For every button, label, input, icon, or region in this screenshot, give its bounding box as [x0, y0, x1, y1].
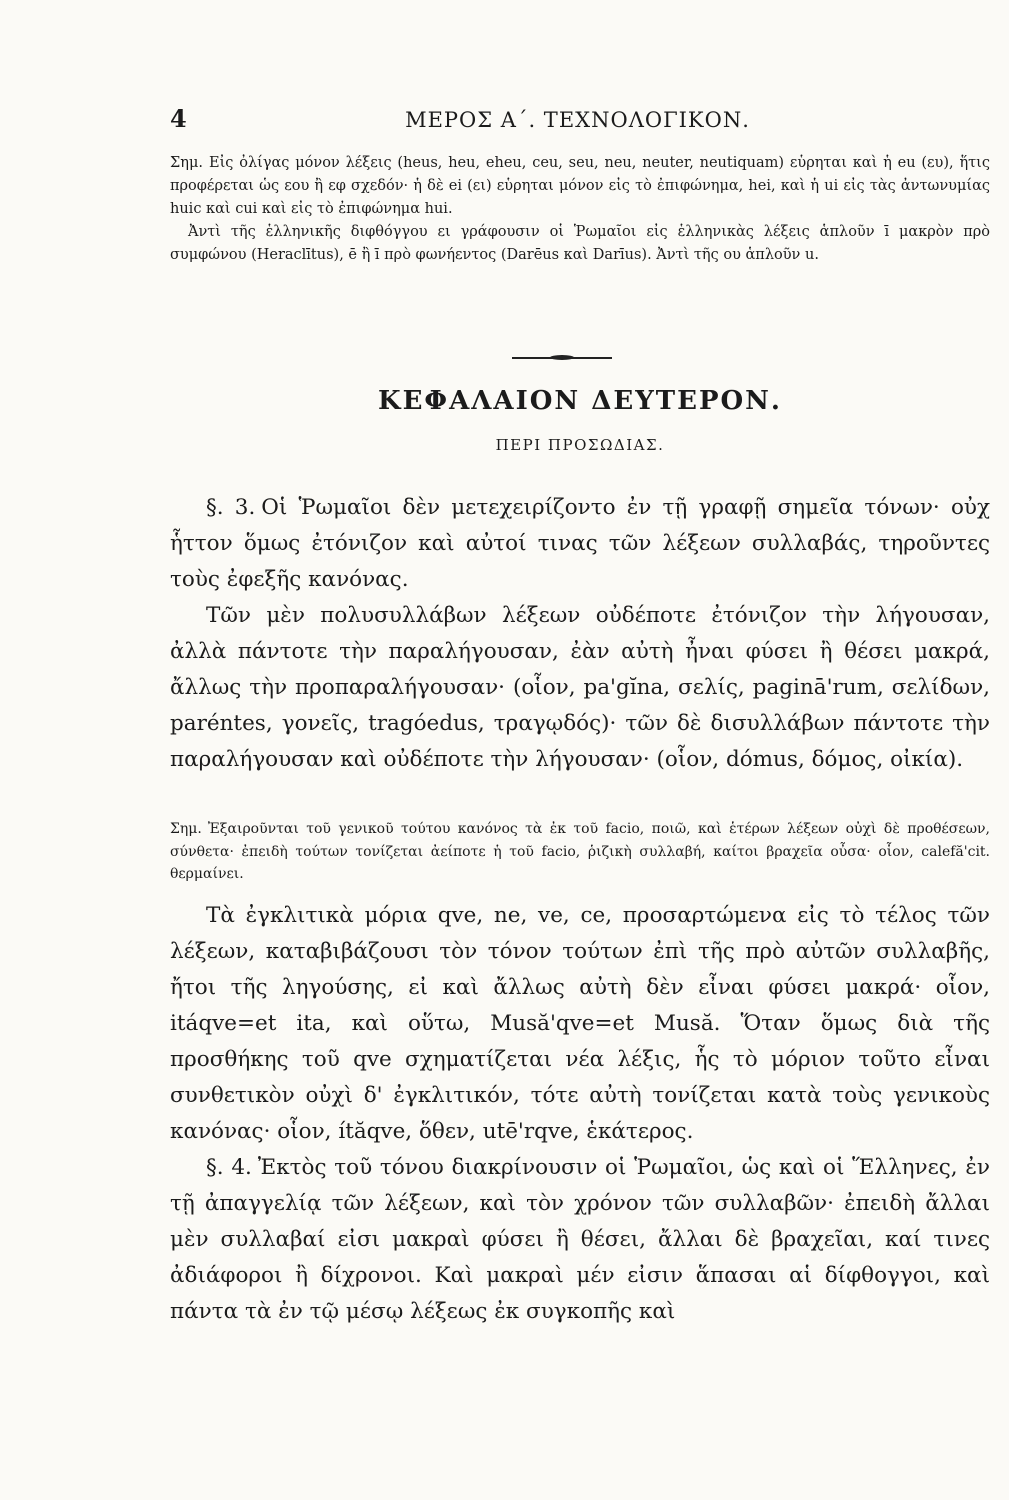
- note-text: Ἐξαιροῦνται τοῦ γενικοῦ τούτου κανόνος τὰ ἐκ τοῦ facio, ποιῶ, καὶ ἑτέρων λέξεων οὐχὶ δὲ προθέσεων, σύνθετα· ἐπειδὴ τούτων τονίζεται ἀείποτε ἡ τοῦ facio, ῥιζικὴ συλλαβή, καίτοι βραχεῖα οὖσα· οἷον, calefă'cit. θερμαίνει.: [170, 821, 990, 882]
- note-block-mid: [170, 818, 990, 886]
- chapter-title: ΚΕΦΑΛΑΙΟΝ ΔΕΥΤΕΡΟΝ.: [378, 386, 782, 416]
- section-text: Οἱ Ῥωμαῖοι δὲν μετεχειρίζοντο ἐν τῇ γραφῇ σημεῖα τόνων· οὐχ ἧττον ὅμως ἐτόνιζον καὶ αὐτοί τινας τῶν λέξεων συλλαβάς, τηροῦντες τοὺς ἐφεξῆς κανόνας.: [170, 495, 990, 592]
- note-text: Εἰς ὀλίγας μόνον λέξεις (heus, heu, eheu, ceu, seu, neu, neuter, neutiquam) εὑρηται καὶ ἡ eu (ευ), ἥτις προφέρεται ὡς εου ἢ εφ σχεδόν· ἡ δὲ ei (ει) εὑρηται μόνον εἰς τὸ ἐπιφώνημα, hei, καὶ ἡ ui εἰς τὰς ἀντωνυμίας huic καὶ cui καὶ εἰς τὸ ἐπιφώνημα hui.: [170, 155, 990, 217]
- note-text: Ἀντὶ τῆς ἑλληνικῆς διφθόγγου ει γράφουσιν οἱ Ῥωμαῖοι εἰς ἑλληνικὰς λέξεις ἁπλοῦν ī μακρὸν πρὸ συμφώνου (Heraclītus), ē ἢ ī πρὸ φωνήεντος (Darēus καὶ Darīus). Ἀντὶ τῆς ου ἁπλοῦν u.: [170, 224, 990, 263]
- note-label: Σημ.: [170, 821, 202, 837]
- note-paragraph: [170, 152, 990, 221]
- note-paragraph: [170, 221, 990, 267]
- note-block-top: [170, 152, 990, 267]
- page-number: 4: [170, 104, 187, 133]
- section-divider: [512, 357, 612, 359]
- section-number: §. 4.: [206, 1155, 252, 1180]
- section-paragraph: [170, 1150, 990, 1330]
- body-text-block: [170, 490, 990, 778]
- section-text: Ἐκτὸς τοῦ τόνου διακρίνουσιν οἱ Ῥωμαῖοι, ὡς καὶ οἱ Ἕλληνες, ἐν τῇ ἀπαγγελίᾳ τῶν λέξεων, καὶ τὸν χρόνον τῶν συλλαβῶν· ἐπειδὴ ἄλλαι μὲν συλλαβαί εἰσι μακραὶ φύσει ἢ θέσει, ἄλλαι δὲ βραχεῖαι, καί τινες ἀδιάφοροι ἢ δίχρονοι. Καὶ μακραὶ μέν εἰσιν ἅπασαι αἱ δίφθογγοι, καὶ πάντα τὰ ἐν τῷ μέσῳ λέξεως ἐκ συγκοπῆς καὶ: [170, 1155, 990, 1324]
- body-paragraph: Τῶν μὲν πολυσυλλάβων λέξεων οὐδέποτε ἐτόνιζον τὴν λήγουσαν, ἀλλὰ πάντοτε τὴν παραλήγουσαν, ἐὰν αὐτὴ ἦναι φύσει ἢ θέσει μακρά, ἄλλως τὴν προπαραλήγουσαν· (οἷον, pa'gĭna, σελίς, paginā'rum, σελίδων, paréntes, γονεῖς, tragóedus, τραγῳδός)· τῶν δὲ δισυλλάβων πάντοτε τὴν παραλήγουσαν καὶ οὐδέποτε τὴν λήγουσαν· (οἷον, dómus, δόμος, οἰκία).: [170, 603, 990, 772]
- header-title: ΜΕΡΟΣ Α΄. ΤΕΧΝΟΛΟΓΙΚΟΝ.: [405, 108, 750, 132]
- note-label: Σημ.: [170, 155, 203, 171]
- section-paragraph: [170, 490, 990, 598]
- note-paragraph: [170, 818, 990, 886]
- body-text-block: [170, 898, 990, 1330]
- section-number: §. 3.: [206, 495, 256, 520]
- body-paragraph: Τὰ ἐγκλιτικὰ μόρια qve, ne, ve, ce, προσαρτώμενα εἰς τὸ τέλος τῶν λέξεων, καταβιβάζουσι τὸν τόνον τούτων ἐπὶ τῆς πρὸ αὐτῶν συλλαβῆς, ἤτοι τῆς ληγούσης, εἰ καὶ ἄλλως αὐτὴ δὲν εἶναι φύσει μακρά· οἷον, itáqve=et ita, καὶ οὕτω, Musă'qve=et Musă. Ὅταν ὅμως διὰ τῆς προσθήκης τοῦ qve σχηματίζεται νέα λέξις, ἧς τὸ μόριον τοῦτο εἶναι συνθετικὸν οὐχὶ δ' ἐγκλιτικόν, τότε αὐτὴ τονίζεται κατὰ τοὺς γενικοὺς κανόνας· οἷον, ítăqve, ὅθεν, utē'rqve, ἑκάτερος.: [170, 903, 990, 1144]
- running-head: [170, 104, 985, 144]
- chapter-subtitle: ΠΕΡΙ ΠΡΟΣΩΔΙΑΣ.: [495, 436, 665, 454]
